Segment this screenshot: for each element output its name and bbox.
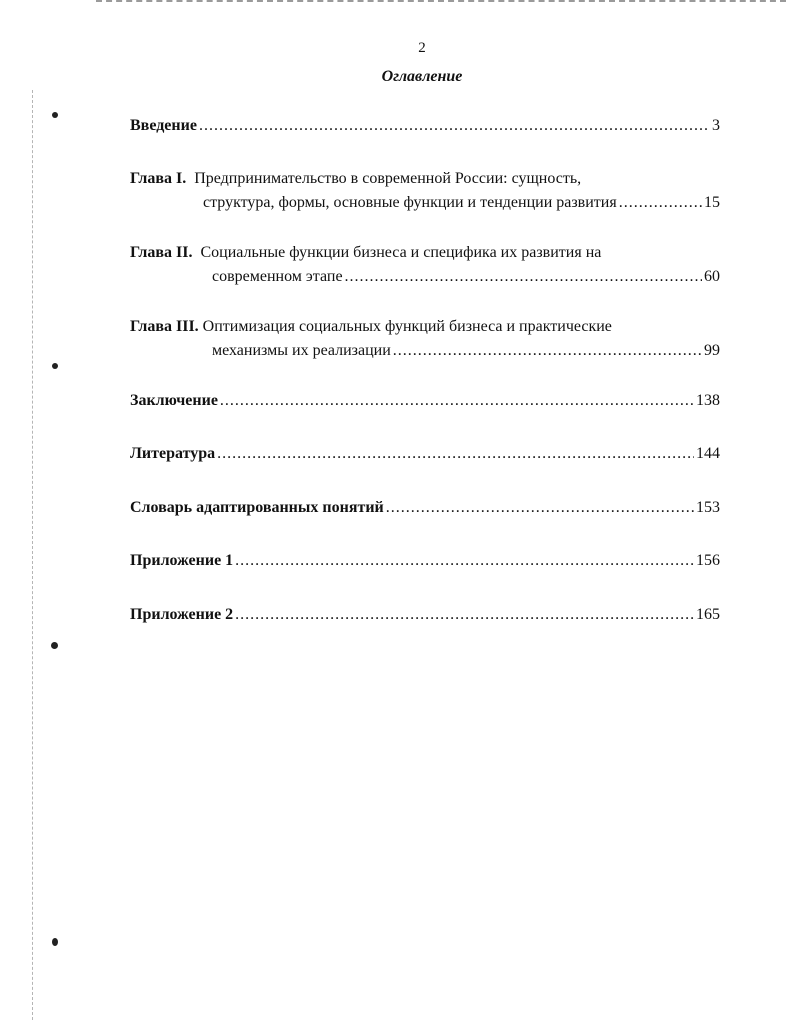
chapter-title-line1: Социальные функции бизнеса и специфика их развития на <box>200 244 602 261</box>
dot-leader <box>235 549 694 573</box>
dot-leader <box>220 389 694 413</box>
toc-page-number: 15 <box>704 194 720 211</box>
chapter-title-line2: современном этапе <box>212 268 343 285</box>
toc-page-number: 3 <box>712 117 720 134</box>
toc-entry-chapter-3[interactable] <box>130 315 720 363</box>
toc-entry-label: Введение <box>130 117 197 134</box>
toc-page-number: 156 <box>696 552 720 569</box>
scan-speck <box>52 363 58 369</box>
dot-leader <box>386 496 694 520</box>
chapter-title-line2: механизмы их реализации <box>212 342 391 359</box>
toc-entry-label: Приложение 2 <box>130 606 234 623</box>
toc-entry-glossary[interactable] <box>130 496 720 520</box>
dot-leader <box>235 603 694 627</box>
toc-page-number: 153 <box>696 499 720 516</box>
scan-speck <box>52 112 58 118</box>
toc-entry-appendix-2[interactable] <box>130 603 720 627</box>
dot-leader <box>199 114 710 138</box>
toc-page-number: 99 <box>704 342 720 359</box>
toc-page-number: 60 <box>704 268 720 285</box>
toc-entry-conclusion[interactable] <box>130 389 720 413</box>
chapter-label: Глава II. <box>130 244 193 261</box>
toc-title: Оглавление <box>381 68 463 85</box>
scan-left-border <box>32 90 34 1020</box>
chapter-title-line2: структура, формы, основные функции и тенденции развития <box>203 194 617 211</box>
toc-entry-chapter-2[interactable] <box>130 241 720 289</box>
toc-page-number: 144 <box>696 445 720 462</box>
toc-entry-appendix-1[interactable] <box>130 549 720 573</box>
chapter-title-line1: Оптимизация социальных функций бизнеса и практические <box>202 318 612 335</box>
toc-page-number: 165 <box>696 606 720 623</box>
scan-speck <box>52 938 58 946</box>
dot-leader <box>619 191 702 215</box>
scan-speck <box>51 642 58 649</box>
toc-entry-label: Приложение 1 <box>130 552 234 569</box>
toc-entry-literature[interactable] <box>130 442 720 466</box>
toc-entry-chapter-1[interactable] <box>130 167 720 215</box>
toc-page-number: 138 <box>696 392 720 409</box>
toc-entry-label: Литература <box>130 445 216 462</box>
dot-leader <box>217 442 694 466</box>
chapter-label: Глава III. <box>130 318 199 335</box>
chapter-title-line1: Предпринимательство в современной России: сущность, <box>194 170 582 187</box>
scan-top-border <box>96 0 786 4</box>
toc-entry-label: Словарь адаптированных понятий <box>130 499 384 516</box>
toc-entry-introduction[interactable] <box>130 114 720 138</box>
page-number: 2 <box>418 40 426 56</box>
dot-leader <box>345 265 702 289</box>
dot-leader <box>393 339 702 363</box>
chapter-label: Глава I. <box>130 170 187 187</box>
toc-entry-label: Заключение <box>130 392 218 409</box>
